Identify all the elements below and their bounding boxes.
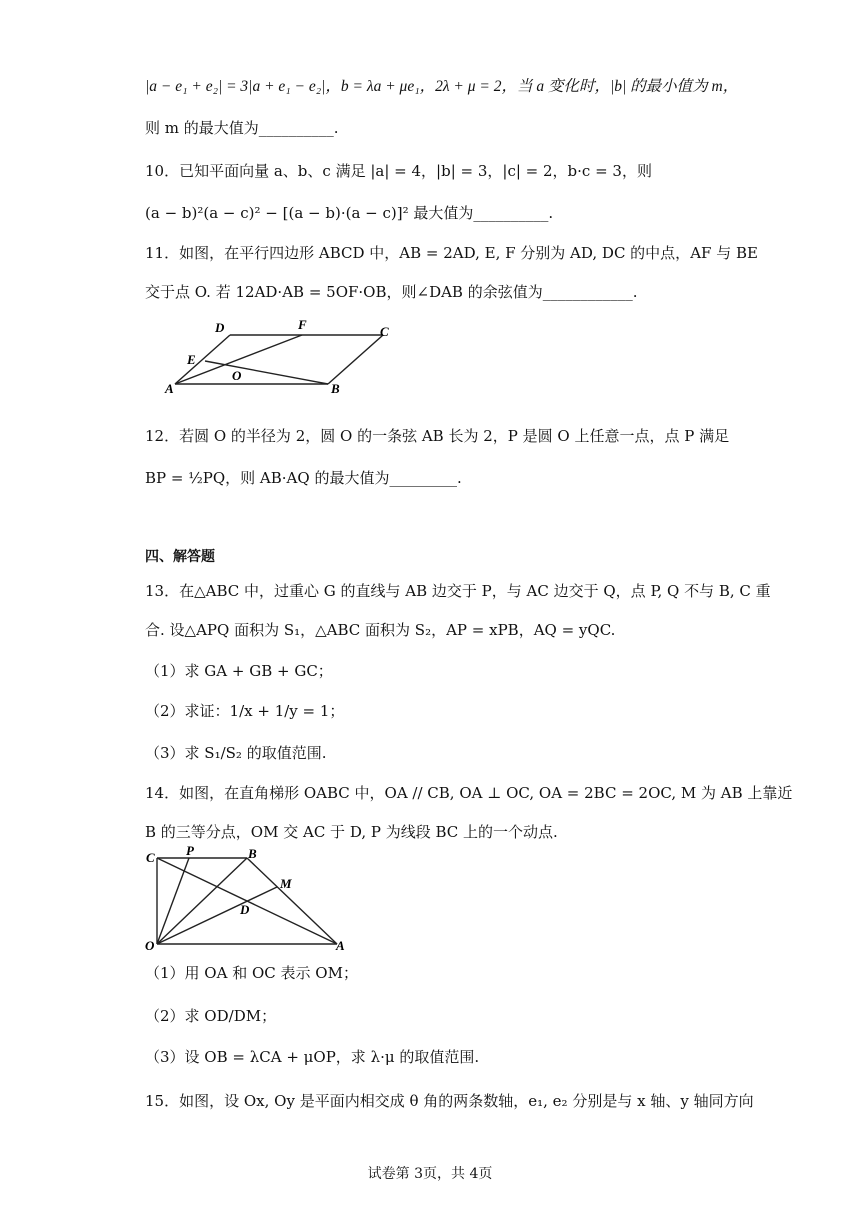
q13-line1: 13．在△ABC 中，过重心 G 的直线与 AB 边交于 P，与 AC 边交于 Q，点 P, Q 不与 B, C 重 (145, 582, 771, 600)
label-C: C (146, 850, 155, 865)
q13-sub3: （3）求 S₁/S₂ 的取值范围. (145, 744, 327, 762)
label-P: P (186, 846, 194, 858)
q12-line2: BP = ½PQ，则 AB·AQ 的最大值为_________. (145, 469, 462, 487)
q14-line2: B 的三等分点，OM 交 AC 于 D, P 为线段 BC 上的一个动点. (145, 823, 558, 841)
edge-AD (175, 335, 230, 384)
label-O: O (232, 368, 242, 383)
q11-line1: 11．如图，在平行四边形 ABCD 中，AB = 2AD, E, F 分别为 AD, DC 的中点，AF 与 BE (145, 244, 758, 262)
label-C: C (380, 324, 389, 339)
q14-sub2: （2）求 OD/DM； (145, 1007, 277, 1025)
label-E: E (187, 352, 196, 367)
q11-line2: 交于点 O. 若 12AD·AB = 5OF·OB，则∠DAB 的余弦值为____________. (145, 283, 638, 301)
label-M: M (280, 876, 292, 891)
label-A: A (336, 938, 345, 953)
figure-trapezoid (142, 846, 352, 956)
q13-sub2: （2）求证：1/x + 1/y = 1； (145, 702, 345, 720)
label-D: D (240, 902, 250, 917)
label-B: B (248, 846, 257, 861)
label-A: A (165, 381, 174, 396)
figure-parallelogram (160, 318, 400, 398)
q12-line1: 12．若圆 O 的半径为 2，圆 O 的一条弦 AB 长为 2，P 是圆 O 上任意一点，点 P 满足 (145, 427, 730, 445)
q9-line1: |a − e₁ + e₂| = 3|a + e₁ − e₂|，b = λa + μe₁，2λ + μ = 2，当 a 变化时，|b| 的最小值为 m， (145, 78, 739, 95)
q10-line1: 10．已知平面向量 a、b、c 满足 |a| = 4，|b| = 3，|c| = 2，b·c = 3，则 (145, 162, 652, 180)
section-heading: 四、解答题 (145, 549, 215, 565)
segment-BE (205, 361, 328, 384)
label-D: D (215, 320, 225, 335)
label-O: O (145, 938, 155, 953)
q14-line1: 14．如图，在直角梯形 OABC 中，OA // CB, OA ⊥ OC, OA = 2BC = 2OC, M 为 AB 上靠近 (145, 784, 793, 802)
segment-OB (157, 858, 247, 944)
label-F: F (298, 318, 307, 332)
q13-sub1: （1）求 GA + GB + GC； (145, 662, 333, 680)
q10-line2: (a − b)²(a − c)² − [(a − b)·(a − c)]² 最大值为__________. (145, 204, 554, 222)
q15-line1: 15．如图，设 Ox, Oy 是平面内相交成 θ 角的两条数轴，e₁, e₂ 分别是与 x 轴、y 轴同方向 (145, 1092, 754, 1110)
label-B: B (331, 381, 340, 396)
q14-sub1: （1）用 OA 和 OC 表示 OM； (145, 964, 358, 982)
page-footer: 试卷第 3页，共 4页 (367, 1166, 493, 1182)
edge-AB (247, 858, 337, 944)
q9-line2: 则 m 的最大值为__________. (145, 119, 339, 137)
q14-sub3: （3）设 OB = λCA + μOP，求 λ·μ 的取值范围. (145, 1048, 480, 1066)
q13-line2: 合. 设△APQ 面积为 S₁，△ABC 面积为 S₂，AP = xPB，AQ = yQC. (145, 621, 616, 639)
edge-BC (328, 335, 383, 384)
